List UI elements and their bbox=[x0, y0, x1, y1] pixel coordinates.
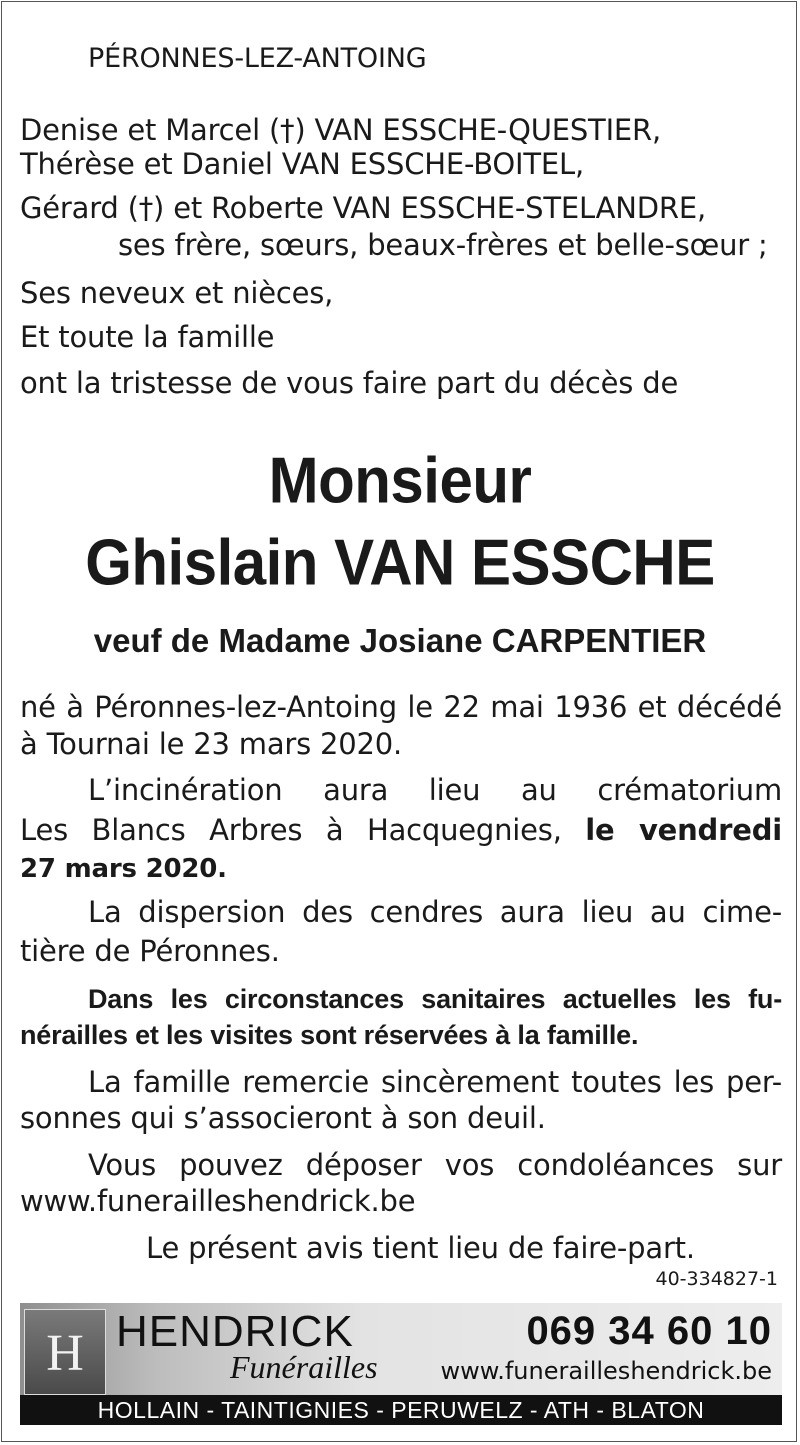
notice-line-2: nérailles et les visites sont réservées à la famille. bbox=[20, 1020, 639, 1050]
thanks-line-1: La famille remercie sincèrement toutes les per- bbox=[88, 1065, 782, 1099]
dispersion-line-2: tière de Péronnes. bbox=[20, 934, 280, 968]
cremation-line-2 bbox=[20, 813, 782, 847]
funeral-home-subtitle: Funérailles bbox=[230, 1349, 378, 1385]
birth-line-2: à Tournai le 23 mars 2020. bbox=[20, 727, 403, 761]
funeral-home-banner bbox=[20, 1303, 782, 1395]
family-line-1: Denise et Marcel (†) VAN ESSCHE-QUESTIER, bbox=[20, 113, 662, 147]
family-line-6: Et toute la famille bbox=[20, 320, 275, 354]
family-line-2: Thérèse et Daniel VAN ESSCHE-BOITEL, bbox=[20, 147, 584, 181]
condolences-website[interactable]: www.funerailleshendrick.be bbox=[20, 1184, 416, 1218]
family-line-3: Gérard (†) et Roberte VAN ESSCHE-STELANDRE, bbox=[20, 191, 706, 225]
condolences-line-1: Vous pouvez déposer vos condoléances sur bbox=[88, 1148, 782, 1182]
funeral-home-website[interactable]: www.funerailleshendrick.be bbox=[440, 1357, 772, 1385]
funeral-home-locations: HOLLAIN - TAINTIGNIES - PERUWELZ - ATH - BLATON bbox=[20, 1395, 782, 1425]
hendrick-logo bbox=[24, 1309, 106, 1395]
notice-line-1: Dans les circonstances sanitaires actuelles les fu- bbox=[88, 984, 782, 1014]
reference-number: 40-334827-1 bbox=[655, 1268, 778, 1290]
birth-line-1: né à Péronnes-lez-Antoing le 22 mai 1936 et décédé bbox=[20, 690, 782, 724]
dispersion-line-1: La dispersion des cendres aura lieu au cime- bbox=[88, 895, 782, 929]
cremation-line-1: L’incinération aura lieu au crématorium bbox=[88, 773, 782, 807]
logo-letter: H bbox=[46, 1325, 84, 1382]
deceased-title: Monsieur bbox=[268, 444, 532, 517]
cremation-date: 27 mars 2020. bbox=[20, 854, 227, 884]
thanks-line-2: sonnes qui s’associeront à son deuil. bbox=[20, 1101, 546, 1135]
family-line-4: ses frère, sœurs, beaux-frères et belle-sœur ; bbox=[118, 228, 768, 262]
family-line-5: Ses neveux et nièces, bbox=[20, 276, 334, 310]
place-heading: PÉRONNES-LEZ-ANTOING bbox=[88, 43, 427, 74]
family-line-7: ont la tristesse de vous faire part du décès de bbox=[20, 366, 679, 400]
widow-line: veuf de Madame Josiane CARPENTIER bbox=[93, 622, 707, 659]
cremation-place: Les Blancs Arbres à Hacquegnies, bbox=[20, 813, 562, 847]
deceased-name: Ghislain VAN ESSCHE bbox=[85, 526, 715, 599]
funeral-home-name: HENDRICK bbox=[116, 1307, 354, 1356]
funeral-home-phone: 069 34 60 10 bbox=[526, 1309, 772, 1353]
closing-line: Le présent avis tient lieu de faire-part. bbox=[146, 1231, 695, 1265]
cremation-day: le vendredi bbox=[585, 813, 782, 847]
